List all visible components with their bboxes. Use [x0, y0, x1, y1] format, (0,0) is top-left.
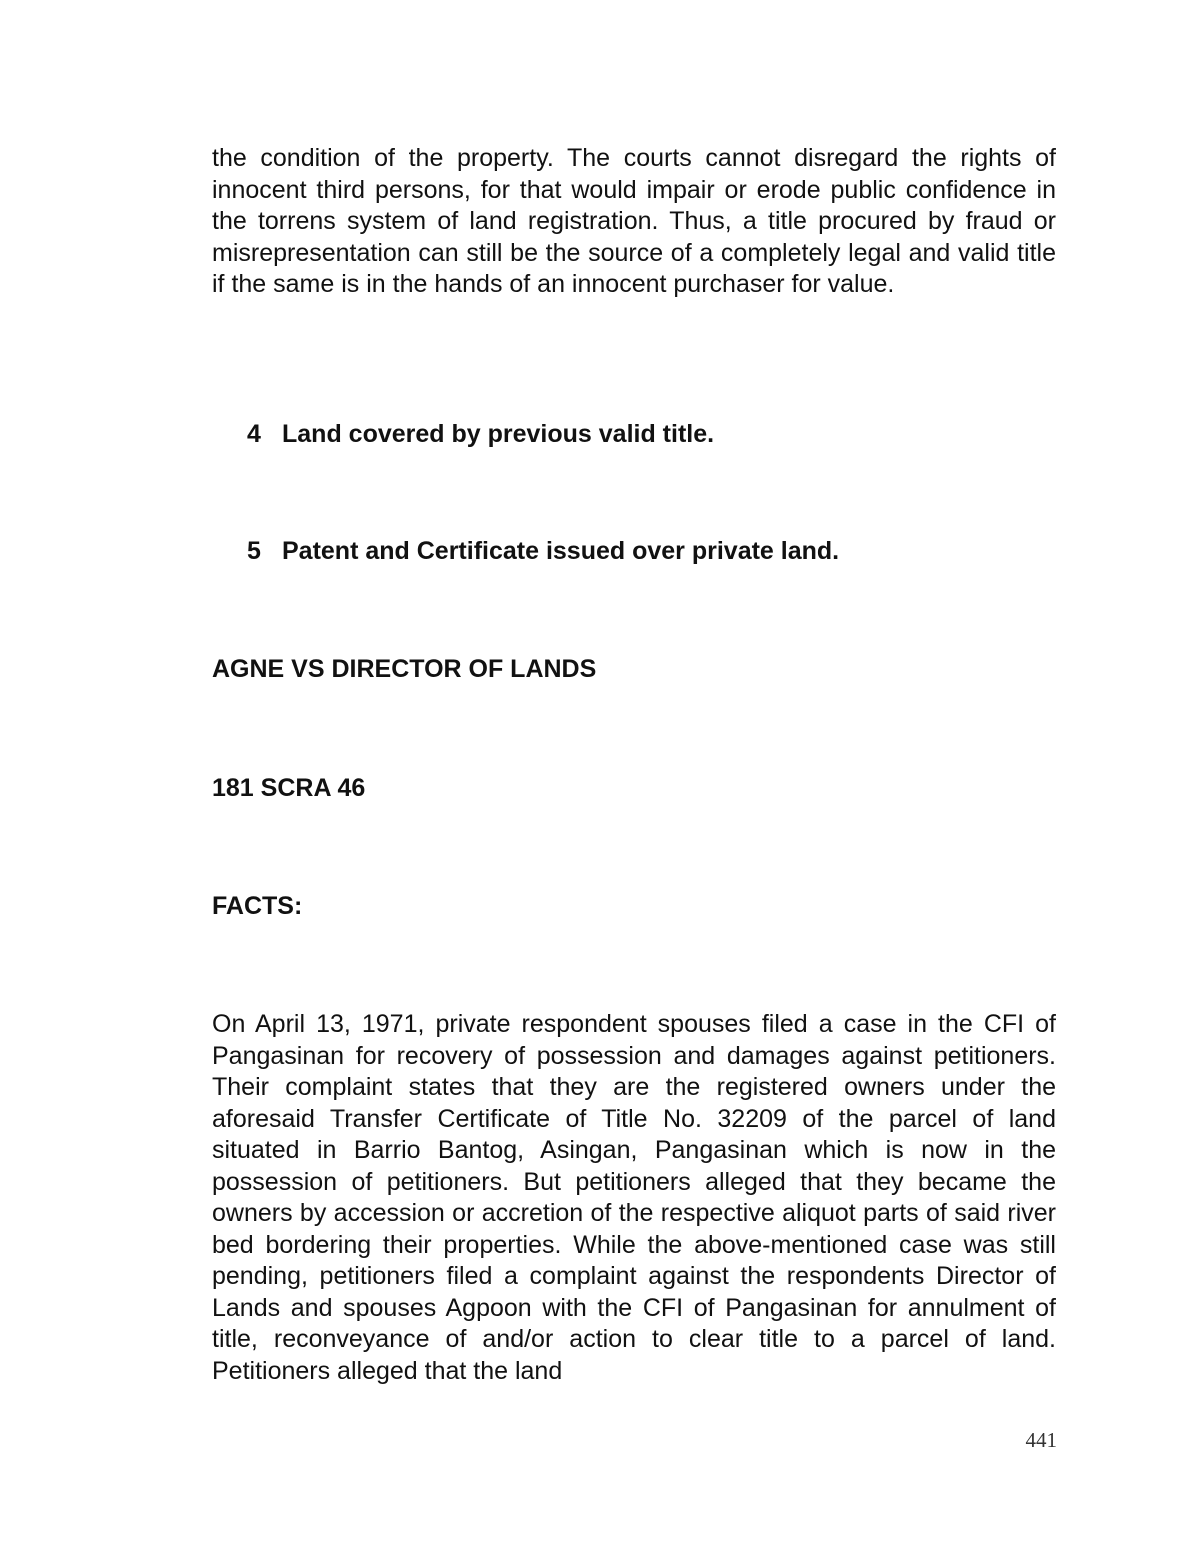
list-item-number: 4: [247, 420, 261, 448]
case-title: AGNE VS DIRECTOR OF LANDS: [212, 655, 597, 683]
list-item: [247, 535, 839, 567]
case-citation: 181 SCRA 46: [212, 774, 366, 802]
facts-heading: FACTS:: [212, 892, 303, 920]
page-number: 441: [1025, 1428, 1057, 1452]
list-item-text: Land covered by previous valid title.: [282, 420, 715, 448]
list-item: [247, 418, 714, 450]
facts-paragraph: On April 13, 1971, private respondent spouses filed a case in the CFI of Pangasinan for recovery of possession and damages against petitioners. Their complaint states that they are the registered owners under the aforesaid Transfer Certificate of Title No. 32209 of the parcel of land situated in Barrio Bantog, Asingan, Pangasinan which is now in the possession of petitioners. But petitioners alleged that they became the owners by accession or accretion of the respective aliquot parts of said river bed bordering their properties. While the above-mentioned case was still pending, petitioners filed a complaint against the respondents Director of Lands and spouses Agpoon with the CFI of Pangasinan for annulment of title, reconveyance of and/or action to clear title to a parcel of land. Petitioners alleged that the land: [212, 1010, 1056, 1385]
list-item-number: 5: [247, 537, 261, 565]
intro-paragraph: the condition of the property. The courts cannot disregard the rights of innocent third persons, for that would impair or erode public confidence in the torrens system of land registration. Thus, a title procured by fraud or misrepresentation can still be the source of a completely legal and valid title if the same is in the hands of an innocent purchaser for value.: [212, 144, 1056, 298]
list-item-text: Patent and Certificate issued over private land.: [282, 537, 840, 565]
